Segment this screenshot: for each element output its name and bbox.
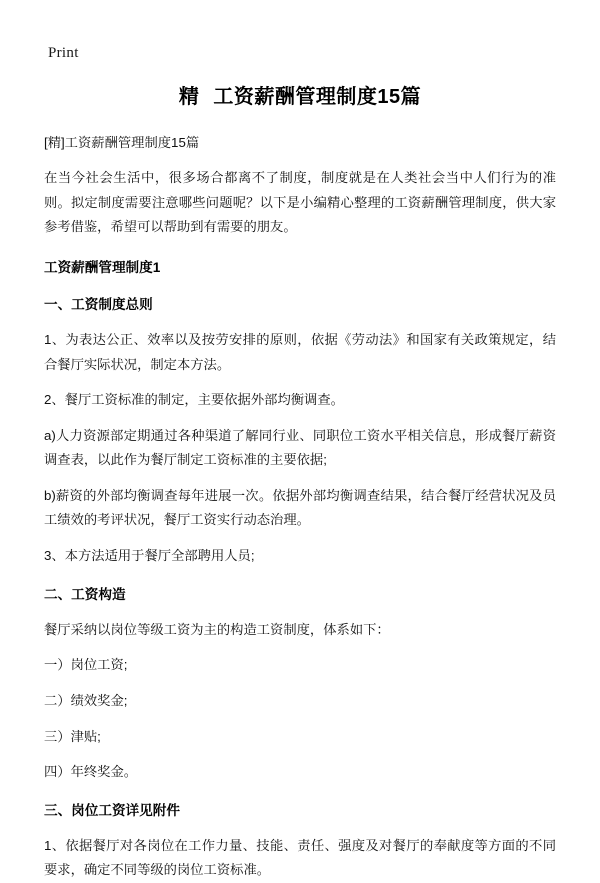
page-title xyxy=(44,80,556,109)
section-heading: 工资薪酬管理制度1 xyxy=(44,259,161,275)
print-button[interactable]: Print xyxy=(48,45,79,61)
document-paragraph: 1、依据餐厅对各岗位在工作力量、技能、责任、强度及对餐厅的奉献度等方面的不同要求，确定不同等级的岗位工资标准。 xyxy=(44,837,556,878)
document-paragraph: 1、为表达公正、效率以及按劳安排的原则，依据《劳动法》和国家有关政策规定，结合餐厅实际状况，制定本方法。 xyxy=(44,331,556,372)
page-title-prefix: 精 xyxy=(178,86,200,108)
document-paragraph: 在当今社会生活中，很多场合都离不了制度，制度就是在人类社会当中人们行为的准则。拟定制度需要注意哪些问题呢？以下是小编精心整理的工资薪酬管理制度，供大家参考借鉴，希望可以帮助到有需要的朋友。 xyxy=(44,169,556,235)
document-paragraph: b)薪资的外部均衡调查每年进展一次。依据外部均衡调查结果，结合餐厅经营状况及员工绩效的考评状况，餐厅工资实行动态治理。 xyxy=(44,487,556,528)
document-list-item: 四）年终奖金。 xyxy=(44,764,138,780)
document-paragraph: a)人力资源部定期通过各种渠道了解同行业、同职位工资水平相关信息，形成餐厅薪资调查表，以此作为餐厅制定工资标准的主要依据; xyxy=(44,427,556,468)
section-heading: 一、工资制度总则 xyxy=(44,296,153,312)
document-paragraph: 3、本方法适用于餐厅全部聘用人员; xyxy=(44,548,255,564)
document-list-item: 一）岗位工资; xyxy=(44,657,128,673)
document-subtitle: [精]工资薪酬管理制度15篇 xyxy=(44,135,200,150)
page-title-main: 工资薪酬管理制度15篇 xyxy=(213,86,422,108)
section-heading: 三、岗位工资详见附件 xyxy=(44,802,180,818)
document-paragraph: 餐厅采纳以岗位等级工资为主的构造工资制度，体系如下： xyxy=(44,621,390,637)
document-paragraph: 2、餐厅工资标准的制定，主要依据外部均衡调查。 xyxy=(44,392,344,408)
document-list-item: 二）绩效奖金; xyxy=(44,692,128,708)
section-heading: 二、工资构造 xyxy=(44,586,126,602)
document-list-item: 三）津贴; xyxy=(44,728,101,744)
